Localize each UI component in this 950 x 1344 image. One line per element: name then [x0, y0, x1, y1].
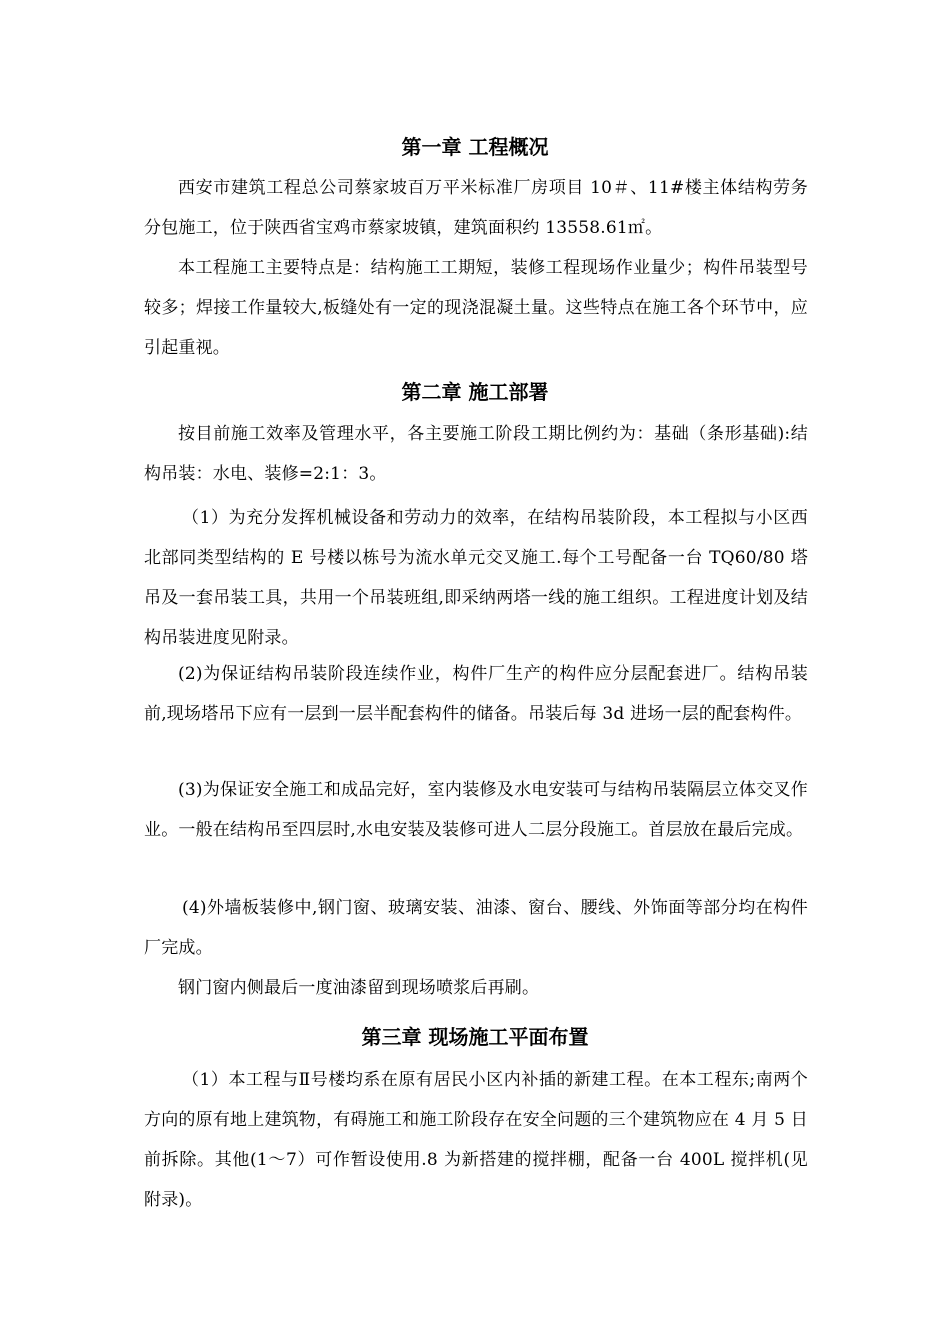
- chapter-2-paragraph-4: (3)为保证安全施工和成品完好，室内装修及水电安装可与结构吊装隔层立体交叉作业。一般在结构吊至四层时,水电安装及装修可进人二层分段施工。首层放在最后完成。: [144, 780, 808, 840]
- chapter-2-paragraph-6: 钢门窗内侧最后一度油漆留到现场喷浆后再刷。: [178, 978, 540, 998]
- chapter-3-paragraph-1: （1）本工程与Ⅱ号楼均系在原有居民小区内补插的新建工程。在本工程东;南两个方向的原有地上建筑物，有碍施工和施工阶段存在安全问题的三个建筑物应在 4 月 5 日前拆除。其他(1～7）可作暂设使用.8 为新搭建的搅拌棚，配备一台 400L 搅拌机(见附录)。: [144, 1070, 808, 1210]
- chapter-2-paragraph-2: （1）为充分发挥机械设备和劳动力的效率，在结构吊装阶段，本工程拟与小区西北部同类型结构的 E 号楼以栋号为流水单元交叉施工.每个工号配备一台 TQ60/80 塔吊及一套吊装工具，共用一个吊装班组,即采纳两塔一线的施工组织。工程进度计划及结构吊装进度见附录。: [144, 508, 808, 648]
- chapter-2-title: 第二章 施工部署: [401, 380, 549, 404]
- chapter-2-paragraph-1: 按目前施工效率及管理水平，各主要施工阶段工期比例约为：基础（条形基础):结构吊装：水电、装修=2:1：3。: [144, 424, 808, 484]
- chapter-3-title: 第三章 现场施工平面布置: [361, 1025, 589, 1049]
- chapter-1-title: 第一章 工程概况: [401, 135, 549, 159]
- chapter-2-paragraph-3: (2)为保证结构吊装阶段连续作业，构件厂生产的构件应分层配套进厂。结构吊装前,现场塔吊下应有一层到一层半配套构件的储备。吊装后每 3d 进场一层的配套构件。: [144, 664, 808, 724]
- chapter-1-paragraph-1: 西安市建筑工程总公司蔡家坡百万平米标准厂房项目 10＃、11#楼主体结构劳务分包施工，位于陕西省宝鸡市蔡家坡镇，建筑面积约 13558.61㎡。: [144, 178, 808, 238]
- chapter-1-paragraph-2: 本工程施工主要特点是：结构施工工期短，装修工程现场作业量少；构件吊装型号较多；焊接工作量较大,板缝处有一定的现浇混凝土量。这些特点在施工各个环节中，应引起重视。: [144, 258, 808, 358]
- chapter-2-paragraph-5: (4)外墙板装修中,钢门窗、玻璃安装、油漆、窗台、腰线、外饰面等部分均在构件厂完成。: [144, 898, 808, 958]
